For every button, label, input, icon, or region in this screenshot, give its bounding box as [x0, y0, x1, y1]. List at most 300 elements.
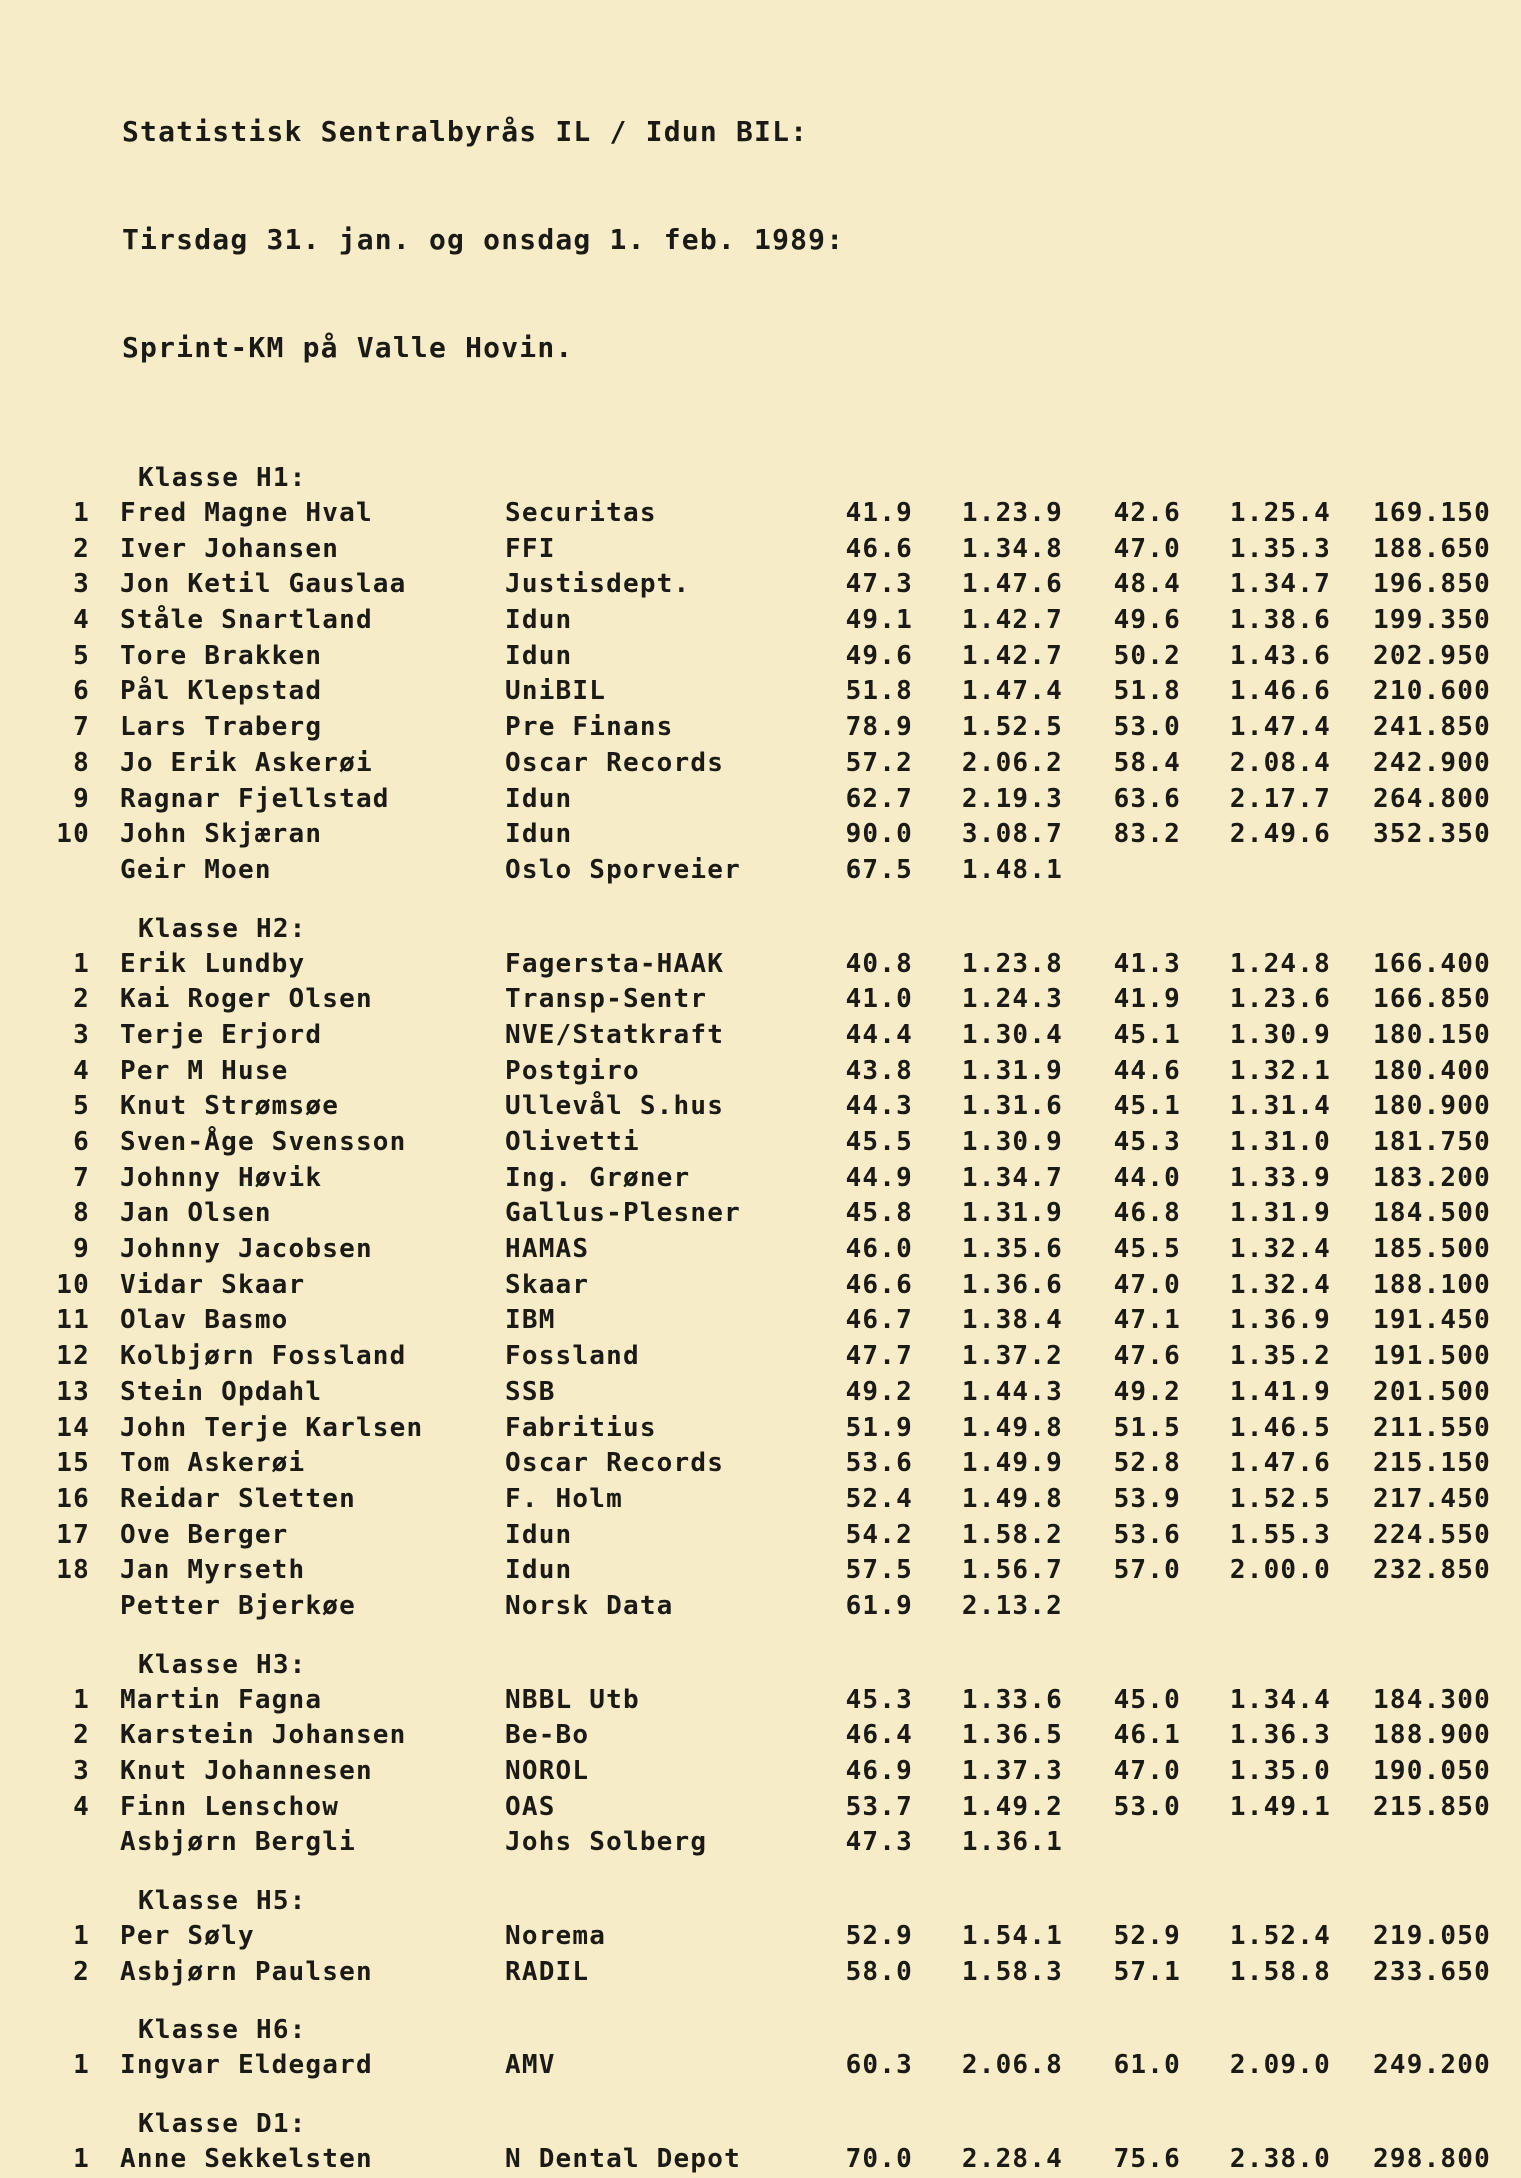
time-2: 1.30.9: [961, 1127, 1063, 1157]
time-3: 51.5: [1113, 1412, 1181, 1443]
time-2: 3.08.7: [961, 819, 1063, 850]
points: 352.350: [1373, 819, 1491, 850]
time-3: 47.6: [1113, 1341, 1181, 1372]
class-title: Klasse H6:: [138, 2015, 307, 2046]
time-4: 1.24.8: [1229, 948, 1331, 979]
time-1: 90.0: [845, 819, 913, 850]
place: 1: [73, 1921, 90, 1952]
time-1: 43.8: [845, 1055, 913, 1086]
athlete-name: Fred Magne Hval: [120, 498, 373, 528]
time-2: 1.31.9: [961, 1198, 1063, 1229]
time-1: 41.9: [845, 498, 913, 528]
class-section: [0, 1883, 1521, 1990]
club: Skaar: [505, 1269, 590, 1300]
points: 217.450: [1373, 1483, 1491, 1514]
points: 219.050: [1373, 1921, 1491, 1952]
club: Transp-Sentr: [505, 984, 708, 1015]
place: 12: [56, 1341, 90, 1372]
time-2: 1.24.3: [961, 984, 1063, 1015]
time-4: 2.08.4: [1229, 747, 1331, 778]
time-3: 47.0: [1113, 1756, 1181, 1786]
result-row: [0, 567, 1521, 603]
time-2: 2.28.4: [961, 2144, 1063, 2175]
time-1: 61.9: [845, 1590, 913, 1621]
result-row: [0, 1161, 1521, 1197]
club: Ing. Grøner: [505, 1162, 691, 1193]
result-row: [0, 1232, 1521, 1268]
athlete-name: Geir Moen: [120, 854, 272, 885]
time-4: 1.47.4: [1229, 712, 1331, 743]
place: 18: [56, 1555, 90, 1586]
time-4: 1.55.3: [1229, 1519, 1331, 1550]
time-1: 57.5: [845, 1555, 913, 1586]
club: Fossland: [505, 1341, 640, 1372]
athlete-name: Kolbjørn Fossland: [120, 1341, 407, 1372]
points: 183.200: [1373, 1162, 1491, 1193]
time-4: 1.43.6: [1229, 640, 1331, 671]
points: 298.800: [1373, 2144, 1491, 2175]
athlete-name: Asbjørn Paulsen: [120, 1956, 373, 1987]
time-3: 53.9: [1113, 1483, 1181, 1514]
club: Gallus-Plesner: [505, 1198, 741, 1229]
club: Fagersta-HAAK: [505, 948, 725, 979]
athlete-name: Pål Klepstad: [120, 676, 323, 707]
club: AMV: [505, 2050, 556, 2081]
time-3: 47.0: [1113, 533, 1181, 564]
athlete-name: Jan Myrseth: [120, 1555, 306, 1586]
time-3: 53.6: [1113, 1519, 1181, 1550]
result-row: [0, 1919, 1521, 1955]
time-3: 44.0: [1113, 1162, 1181, 1193]
time-2: 1.47.6: [961, 569, 1063, 600]
time-1: 49.6: [845, 640, 913, 671]
result-row: [0, 1446, 1521, 1482]
time-1: 51.9: [845, 1412, 913, 1443]
club: Ullevål S.hus: [505, 1091, 725, 1122]
time-2: 1.54.1: [961, 1921, 1063, 1952]
time-1: 67.5: [845, 854, 913, 885]
time-3: 46.1: [1113, 1720, 1181, 1751]
document-header: [122, 42, 1521, 438]
place: 10: [56, 1269, 90, 1300]
result-row: [0, 1790, 1521, 1826]
time-2: 1.23.9: [961, 498, 1063, 528]
place: 2: [73, 1720, 90, 1751]
result-row: [0, 496, 1521, 532]
athlete-name: Ståle Snartland: [120, 605, 373, 636]
time-1: 49.2: [845, 1376, 913, 1407]
athlete-name: Iver Johansen: [120, 533, 340, 564]
result-row: [0, 782, 1521, 818]
points: 249.200: [1373, 2050, 1491, 2081]
time-3: 52.8: [1113, 1448, 1181, 1479]
time-4: 1.34.4: [1229, 1684, 1331, 1715]
club: NOROL: [505, 1756, 590, 1786]
time-2: 2.19.3: [961, 783, 1063, 814]
place: 1: [73, 2144, 90, 2175]
time-1: 44.9: [845, 1162, 913, 1193]
time-1: 52.4: [845, 1483, 913, 1514]
time-4: 1.31.9: [1229, 1198, 1331, 1229]
place: 13: [56, 1376, 90, 1407]
points: 233.650: [1373, 1956, 1491, 1987]
result-row: [0, 1054, 1521, 1090]
place: 6: [73, 676, 90, 707]
time-2: 1.56.7: [961, 1555, 1063, 1586]
points: 224.550: [1373, 1519, 1491, 1550]
time-1: 58.0: [845, 1956, 913, 1987]
time-3: 41.3: [1113, 948, 1181, 979]
athlete-name: Ingvar Eldegard: [120, 2050, 373, 2081]
points: 180.900: [1373, 1091, 1491, 1122]
time-2: 1.38.4: [961, 1305, 1063, 1336]
time-1: 52.9: [845, 1921, 913, 1952]
time-2: 1.48.1: [961, 854, 1063, 885]
result-row: [0, 982, 1521, 1018]
time-2: 1.34.7: [961, 1162, 1063, 1193]
place: 7: [73, 712, 90, 743]
class-title: Klasse D1:: [138, 2109, 307, 2140]
time-4: 2.00.0: [1229, 1555, 1331, 1586]
time-4: 1.31.0: [1229, 1127, 1331, 1157]
time-4: 1.52.4: [1229, 1921, 1331, 1952]
club: Johs Solberg: [505, 1827, 708, 1858]
athlete-name: Per Søly: [120, 1921, 255, 1952]
result-row: [0, 1553, 1521, 1589]
time-2: 2.13.2: [961, 1590, 1063, 1621]
club: Idun: [505, 640, 573, 671]
time-3: 45.3: [1113, 1127, 1181, 1157]
time-4: 1.49.1: [1229, 1791, 1331, 1822]
club: OAS: [505, 1791, 556, 1822]
result-row: [0, 674, 1521, 710]
time-2: 1.52.5: [961, 712, 1063, 743]
result-row: [0, 639, 1521, 675]
time-2: 1.49.2: [961, 1791, 1063, 1822]
time-1: 53.7: [845, 1791, 913, 1822]
time-2: 1.44.3: [961, 1376, 1063, 1407]
class-section: [0, 460, 1521, 889]
time-4: 1.25.4: [1229, 498, 1331, 528]
points: 242.900: [1373, 747, 1491, 778]
points: 188.650: [1373, 533, 1491, 564]
time-1: 62.7: [845, 783, 913, 814]
result-row: [0, 1089, 1521, 1125]
result-row: [0, 603, 1521, 639]
time-4: 1.36.3: [1229, 1720, 1331, 1751]
place: 3: [73, 569, 90, 600]
athlete-name: Vidar Skaar: [120, 1269, 306, 1300]
time-1: 44.3: [845, 1091, 913, 1122]
time-1: 46.9: [845, 1756, 913, 1786]
club: Postgiro: [505, 1055, 640, 1086]
time-2: 2.06.8: [961, 2050, 1063, 2081]
time-2: 1.31.6: [961, 1091, 1063, 1122]
time-3: 45.5: [1113, 1234, 1181, 1265]
header-line-1: Statistisk Sentralbyrås IL / Idun BIL:: [122, 115, 809, 148]
place: 5: [73, 640, 90, 671]
time-4: 2.49.6: [1229, 819, 1331, 850]
time-2: 1.30.4: [961, 1019, 1063, 1050]
result-row: [0, 1718, 1521, 1754]
time-4: 1.38.6: [1229, 605, 1331, 636]
result-row: [0, 532, 1521, 568]
time-4: 1.58.8: [1229, 1956, 1331, 1987]
place: 2: [73, 1956, 90, 1987]
points: 181.750: [1373, 1127, 1491, 1157]
class-title: Klasse H3:: [138, 1649, 307, 1680]
club: NBBL Utb: [505, 1684, 640, 1715]
class-section: [0, 2012, 1521, 2084]
time-1: 57.2: [845, 747, 913, 778]
athlete-name: Jan Olsen: [120, 1198, 272, 1229]
result-row: [0, 947, 1521, 983]
club: Oslo Sporveier: [505, 854, 741, 885]
time-4: 1.47.6: [1229, 1448, 1331, 1479]
points: 191.450: [1373, 1305, 1491, 1336]
result-row: [0, 1683, 1521, 1719]
class-title: Klasse H5:: [138, 1886, 307, 1917]
result-row: [0, 817, 1521, 853]
athlete-name: Ove Berger: [120, 1519, 289, 1550]
time-1: 45.8: [845, 1198, 913, 1229]
place: 1: [73, 2050, 90, 2081]
club: Oscar Records: [505, 1448, 725, 1479]
points: 180.400: [1373, 1055, 1491, 1086]
time-2: 1.36.5: [961, 1720, 1063, 1751]
time-4: 1.46.5: [1229, 1412, 1331, 1443]
time-1: 49.1: [845, 605, 913, 636]
result-row: [0, 2142, 1521, 2178]
time-2: 1.31.9: [961, 1055, 1063, 1086]
time-2: 1.35.6: [961, 1234, 1063, 1265]
time-1: 60.3: [845, 2050, 913, 2081]
time-4: 1.34.7: [1229, 569, 1331, 600]
time-1: 54.2: [845, 1519, 913, 1550]
athlete-name: Ragnar Fjellstad: [120, 783, 390, 814]
time-2: 1.42.7: [961, 640, 1063, 671]
club: NVE/Statkraft: [505, 1019, 725, 1050]
time-3: 42.6: [1113, 498, 1181, 528]
time-4: 1.32.4: [1229, 1269, 1331, 1300]
time-2: 1.33.6: [961, 1684, 1063, 1715]
result-row: [0, 710, 1521, 746]
club: Be-Bo: [505, 1720, 590, 1751]
time-1: 46.6: [845, 1269, 913, 1300]
place: 9: [73, 783, 90, 814]
place: 15: [56, 1448, 90, 1479]
result-row: [0, 746, 1521, 782]
place: 10: [56, 819, 90, 850]
club: Pre Finans: [505, 712, 674, 743]
result-row: [0, 1196, 1521, 1232]
time-1: 45.5: [845, 1127, 913, 1157]
time-3: 47.0: [1113, 1269, 1181, 1300]
athlete-name: Karstein Johansen: [120, 1720, 407, 1751]
points: 211.550: [1373, 1412, 1491, 1443]
points: 188.900: [1373, 1720, 1491, 1751]
result-row: [0, 1754, 1521, 1790]
place: 6: [73, 1127, 90, 1157]
time-3: 47.1: [1113, 1305, 1181, 1336]
place: 9: [73, 1234, 90, 1265]
athlete-name: Knut Strømsøe: [120, 1091, 340, 1122]
time-4: 1.32.1: [1229, 1055, 1331, 1086]
time-3: 53.0: [1113, 1791, 1181, 1822]
results-sections: [0, 460, 1521, 2178]
place: 1: [73, 1684, 90, 1715]
time-3: 49.6: [1113, 605, 1181, 636]
header-line-3: Sprint-KM på Valle Hovin.: [122, 331, 574, 364]
athlete-name: Tore Brakken: [120, 640, 323, 671]
place: 16: [56, 1483, 90, 1514]
place: 5: [73, 1091, 90, 1122]
club: Norsk Data: [505, 1590, 674, 1621]
place: 1: [73, 498, 90, 528]
time-4: 1.35.3: [1229, 533, 1331, 564]
time-1: 47.3: [845, 1827, 913, 1858]
time-1: 53.6: [845, 1448, 913, 1479]
athlete-name: Kai Roger Olsen: [120, 984, 373, 1015]
time-4: 1.33.9: [1229, 1162, 1331, 1193]
athlete-name: John Skjæran: [120, 819, 323, 850]
points: 201.500: [1373, 1376, 1491, 1407]
time-1: 41.0: [845, 984, 913, 1015]
points: 166.850: [1373, 984, 1491, 1015]
club: Fabritius: [505, 1412, 657, 1443]
time-4: 1.23.6: [1229, 984, 1331, 1015]
result-row: [0, 1018, 1521, 1054]
time-4: 2.17.7: [1229, 783, 1331, 814]
time-4: 1.32.4: [1229, 1234, 1331, 1265]
time-4: 1.36.9: [1229, 1305, 1331, 1336]
place: 14: [56, 1412, 90, 1443]
points: 241.850: [1373, 712, 1491, 743]
club: Norema: [505, 1921, 607, 1952]
time-3: 63.6: [1113, 783, 1181, 814]
club: Justisdept.: [505, 569, 691, 600]
time-2: 1.36.1: [961, 1827, 1063, 1858]
time-3: 45.1: [1113, 1091, 1181, 1122]
time-4: 1.35.0: [1229, 1756, 1331, 1786]
points: 232.850: [1373, 1555, 1491, 1586]
result-row: [0, 1589, 1521, 1625]
time-2: 1.37.2: [961, 1341, 1063, 1372]
time-3: 57.1: [1113, 1956, 1181, 1987]
time-3: 83.2: [1113, 819, 1181, 850]
time-3: 46.8: [1113, 1198, 1181, 1229]
time-4: 2.38.0: [1229, 2144, 1331, 2175]
result-row: [0, 1375, 1521, 1411]
club: Idun: [505, 605, 573, 636]
club: Idun: [505, 783, 573, 814]
athlete-name: Per M Huse: [120, 1055, 289, 1086]
place: 4: [73, 1791, 90, 1822]
time-2: 1.42.7: [961, 605, 1063, 636]
time-3: 45.0: [1113, 1684, 1181, 1715]
result-row: [0, 853, 1521, 889]
club: F. Holm: [505, 1483, 623, 1514]
time-2: 1.49.8: [961, 1412, 1063, 1443]
time-3: 41.9: [1113, 984, 1181, 1015]
club: Idun: [505, 1555, 573, 1586]
time-1: 46.6: [845, 533, 913, 564]
club: HAMAS: [505, 1234, 590, 1265]
time-1: 78.9: [845, 712, 913, 743]
athlete-name: Erik Lundby: [120, 948, 306, 979]
athlete-name: Sven-Åge Svensson: [120, 1127, 407, 1157]
result-row: [0, 2048, 1521, 2084]
place: 11: [56, 1305, 90, 1336]
time-1: 70.0: [845, 2144, 913, 2175]
time-1: 51.8: [845, 676, 913, 707]
time-1: 47.3: [845, 569, 913, 600]
club: FFI: [505, 533, 556, 564]
time-1: 46.4: [845, 1720, 913, 1751]
time-2: 1.37.3: [961, 1756, 1063, 1786]
place: 3: [73, 1019, 90, 1050]
time-3: 48.4: [1113, 569, 1181, 600]
class-title: Klasse H2:: [138, 913, 307, 944]
athlete-name: Petter Bjerkøe: [120, 1590, 356, 1621]
result-row: [0, 1955, 1521, 1991]
result-row: [0, 1268, 1521, 1304]
time-2: 1.58.3: [961, 1956, 1063, 1987]
class-section: [0, 1647, 1521, 1861]
result-row: [0, 1125, 1521, 1161]
athlete-name: Jon Ketil Gauslaa: [120, 569, 407, 600]
header-line-2: Tirsdag 31. jan. og onsdag 1. feb. 1989:: [122, 223, 845, 256]
club: N Dental Depot: [505, 2144, 741, 2175]
time-1: 47.7: [845, 1341, 913, 1372]
time-4: 1.46.6: [1229, 676, 1331, 707]
points: 210.600: [1373, 676, 1491, 707]
place: 2: [73, 984, 90, 1015]
athlete-name: Jo Erik Askerøi: [120, 747, 373, 778]
time-3: 75.6: [1113, 2144, 1181, 2175]
time-2: 1.49.9: [961, 1448, 1063, 1479]
time-3: 45.1: [1113, 1019, 1181, 1050]
time-1: 44.4: [845, 1019, 913, 1050]
time-4: 1.52.5: [1229, 1483, 1331, 1514]
time-4: 1.41.9: [1229, 1376, 1331, 1407]
result-row: [0, 1303, 1521, 1339]
athlete-name: Finn Lenschow: [120, 1791, 340, 1822]
points: 199.350: [1373, 605, 1491, 636]
time-1: 46.0: [845, 1234, 913, 1265]
athlete-name: Stein Opdahl: [120, 1376, 323, 1407]
place: 4: [73, 605, 90, 636]
place: 1: [73, 948, 90, 979]
time-4: 1.31.4: [1229, 1091, 1331, 1122]
time-3: 44.6: [1113, 1055, 1181, 1086]
athlete-name: Knut Johannesen: [120, 1756, 373, 1786]
points: 190.050: [1373, 1756, 1491, 1786]
athlete-name: John Terje Karlsen: [120, 1412, 424, 1443]
time-3: 53.0: [1113, 712, 1181, 743]
points: 169.150: [1373, 498, 1491, 528]
time-1: 45.3: [845, 1684, 913, 1715]
place: 8: [73, 1198, 90, 1229]
athlete-name: Johnny Jacobsen: [120, 1234, 373, 1265]
time-2: 1.34.8: [961, 533, 1063, 564]
result-row: [0, 1411, 1521, 1447]
athlete-name: Lars Traberg: [120, 712, 323, 743]
result-row: [0, 1825, 1521, 1861]
time-3: 52.9: [1113, 1921, 1181, 1952]
points: 180.150: [1373, 1019, 1491, 1050]
time-2: 1.23.8: [961, 948, 1063, 979]
